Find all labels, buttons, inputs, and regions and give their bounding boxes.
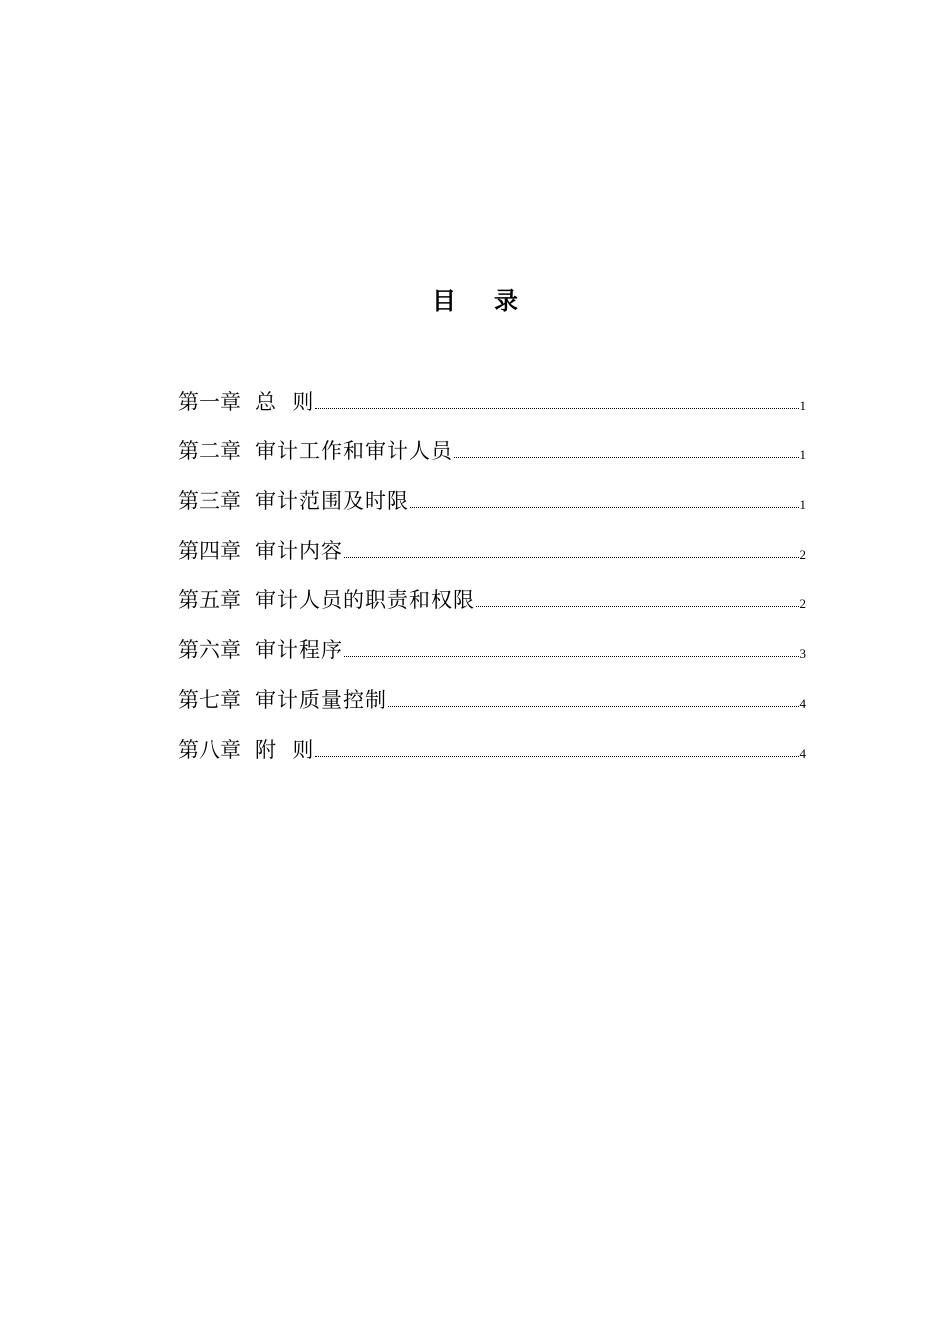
- toc-chapter-number: 第五章: [178, 588, 241, 613]
- toc-chapter-number: 第三章: [178, 489, 241, 514]
- toc-chapter-title: 审计质量控制: [255, 687, 387, 712]
- toc-dot-leader: [454, 457, 799, 458]
- toc-dot-leader: [388, 706, 799, 707]
- toc-list: [178, 366, 806, 764]
- toc-chapter-title: 附 则: [255, 737, 315, 762]
- toc-chapter-title: 审计程序: [255, 638, 343, 663]
- toc-dot-leader: [476, 606, 799, 607]
- toc-chapter-number: 第二章: [178, 439, 241, 464]
- toc-dot-leader: [344, 557, 799, 558]
- toc-entry[interactable]: [178, 515, 806, 565]
- toc-chapter-number: 第八章: [178, 737, 241, 762]
- toc-chapter-number: 第七章: [178, 687, 241, 712]
- toc-chapter-number: 第四章: [178, 538, 241, 563]
- toc-page-number: 1: [799, 497, 806, 513]
- toc-entry[interactable]: [178, 465, 806, 515]
- toc-entry[interactable]: [178, 565, 806, 615]
- toc-page-number: 4: [799, 745, 806, 761]
- toc-chapter-title: 审计内容: [255, 538, 343, 563]
- toc-page-number: 3: [799, 646, 806, 662]
- toc-chapter-title: 总 则: [255, 389, 315, 414]
- toc-entry[interactable]: [178, 614, 806, 664]
- toc-page-number: 1: [799, 447, 806, 463]
- toc-entry[interactable]: [178, 714, 806, 764]
- toc-entry[interactable]: [178, 366, 806, 416]
- toc-chapter-number: 第六章: [178, 638, 241, 663]
- toc-chapter-title: 审计人员的职责和权限: [255, 588, 475, 613]
- toc-page-number: 2: [799, 596, 806, 612]
- toc-chapter-title: 审计范围及时限: [255, 489, 409, 514]
- toc-chapter-number: 第一章: [178, 389, 241, 414]
- toc-entry[interactable]: [178, 416, 806, 466]
- toc-dot-leader: [315, 756, 798, 757]
- toc-dot-leader: [315, 408, 798, 409]
- toc-dot-leader: [344, 656, 799, 657]
- toc-chapter-title: 审计工作和审计人员: [255, 439, 453, 464]
- toc-page-number: 2: [799, 546, 806, 562]
- toc-page-number: 4: [799, 695, 806, 711]
- toc-title-char-1: 目: [432, 286, 456, 315]
- toc-dot-leader: [410, 507, 799, 508]
- toc-entry[interactable]: [178, 664, 806, 714]
- toc-page-number: 1: [799, 397, 806, 413]
- toc-title: [0, 283, 950, 319]
- toc-title-char-2: 录: [494, 286, 518, 315]
